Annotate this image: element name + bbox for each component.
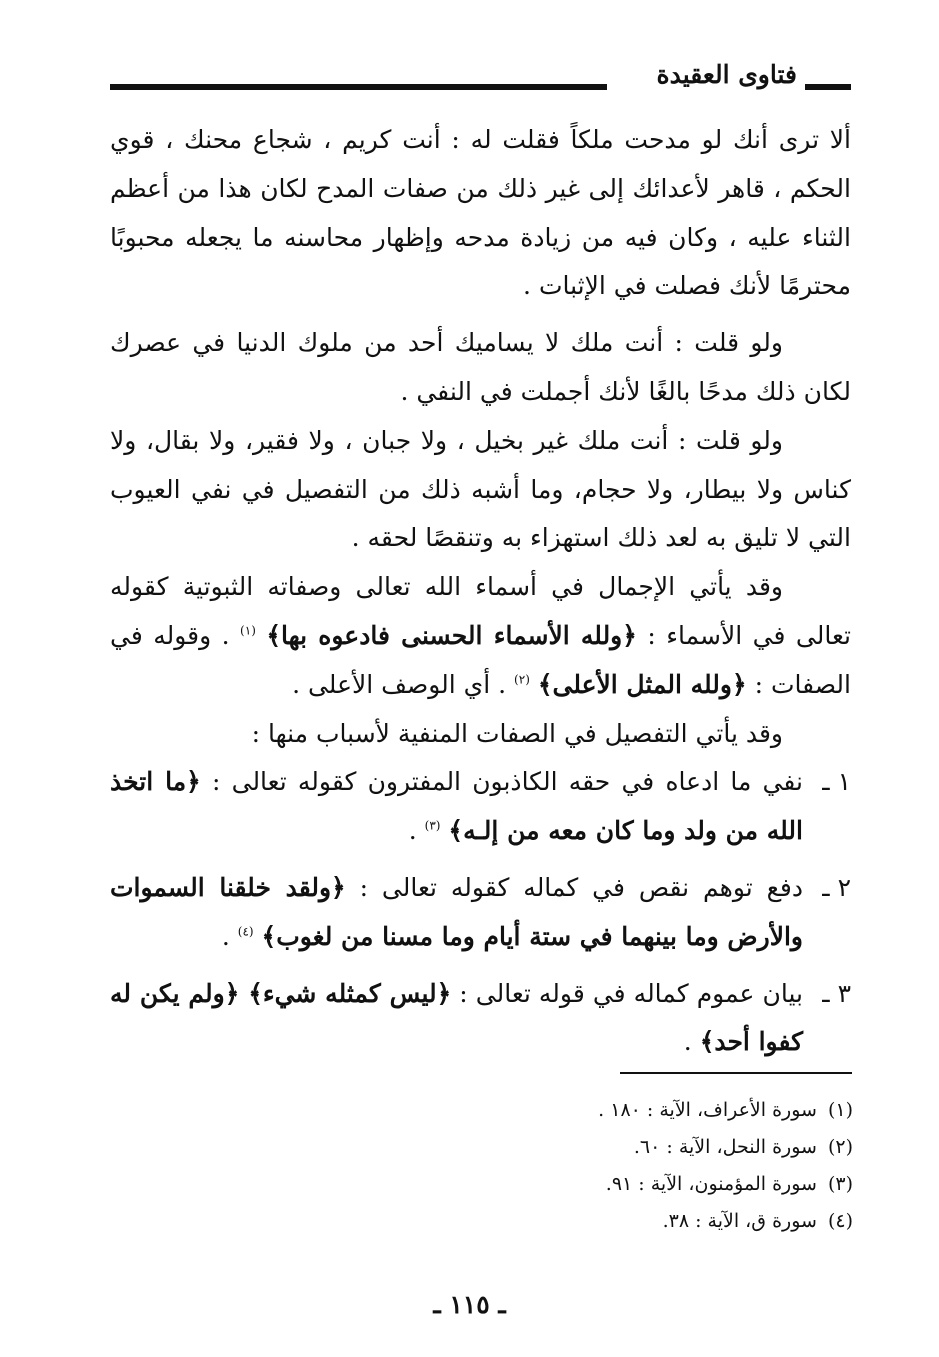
footnote-number: (١) (827, 1099, 853, 1121)
footnote-1 (110, 1092, 853, 1129)
quran-verse-4: ﴿ولقد خلقنا السموات والأرض وما بينهما في ستة أيام وما مسنا من لغوب﴾ (110, 872, 803, 951)
list-item-text (110, 864, 803, 962)
footnote-ref-3: (٣) (424, 818, 441, 833)
running-header (110, 58, 851, 98)
footnote-3 (110, 1166, 853, 1203)
footnotes (110, 1092, 853, 1240)
page-number: ـ ١١٥ ـ (433, 1290, 506, 1319)
list-item-end: . (683, 1027, 700, 1057)
paragraph-4-text-2: . وقوله في الصفات : (110, 620, 851, 699)
footnote-2 (110, 1129, 853, 1166)
footnote-ref-4: (٤) (237, 924, 254, 939)
footnote-ref-1: (١) (240, 623, 256, 638)
header-title: فتاوى العقيدة (656, 60, 797, 89)
header-rule-long (110, 84, 607, 90)
main-text (110, 116, 851, 1067)
list-item-3 (110, 970, 851, 1068)
list-item-text (110, 970, 803, 1068)
paragraph-1: ألا ترى أنك لو مدحت ملكاً فقلت له : أنت كريم ، شجاع محنك ، قوي الحكم ، قاهر لأعدائك إلى غير ذلك من صفات المدح لكان هذا من أعظم الثناء عليه ، وكان فيه من زيادة مدحه وإظهار محاسنه ما يجعله محبوبًا محترمًا لأنك فصلت في الإثبات . (110, 125, 851, 301)
footnote-text: سورة المؤمنون، الآية : ٩١. (605, 1173, 817, 1195)
list-item-lead: بيان عموم كماله في قوله تعالى : (451, 978, 803, 1008)
list-item-number: ١ ـ (822, 767, 851, 797)
list-item-lead: نفي ما ادعاه في حقه الكاذبون المفترون كقوله تعالى : (200, 767, 803, 797)
paragraph-5: وقد يأتي التفصيل في الصفات المنفية لأسباب منها : (251, 718, 783, 748)
footnote-4 (110, 1203, 853, 1240)
quran-verse-3: ﴿ما اتخذ الله من ولد وما كان معه من إلـه﴾ (110, 767, 803, 846)
quran-verse-5: ﴿ليس كمثله شيء﴾ ﴿ولم يكن له كفوا أحد﴾ (110, 978, 803, 1057)
list-item-2 (110, 864, 851, 962)
list-item-1 (110, 758, 851, 856)
header-rule-short (805, 84, 851, 90)
quran-verse-1: ﴿ولله الأسماء الحسنى فادعوه بها﴾ (266, 620, 637, 650)
paragraph-3: ولو قلت : أنت ملك غير بخيل ، ولا جبان ، ولا فقير، ولا بقال، ولا كناس ولا بيطار، ولا حجام، وما أشبه ذلك من التفصيل في نفي العيوب التي لا تليق به لعد ذلك استهزاء به وتنقصًا لحقه . (110, 425, 851, 553)
footnote-ref-2: (٢) (514, 672, 530, 687)
footnote-number: (٢) (827, 1136, 853, 1158)
footnote-separator (620, 1072, 852, 1074)
list-item-end: . (408, 816, 425, 846)
paragraph-4-text-1: وقد يأتي الإجمال في أسماء الله تعالى وصفاته الثبوتية كقوله تعالى في الأسماء : (110, 572, 851, 650)
list-item-number: ٢ ـ (822, 872, 851, 902)
list-item-end: . (221, 921, 238, 951)
list-item-text (110, 758, 803, 856)
paragraph-4-text-3: . أي الوصف الأعلى . (292, 669, 515, 699)
footnote-text: سورة ق، الآية : ٣٨. (662, 1210, 817, 1232)
list-item-lead: دفع توهم نقص في كماله كقوله تعالى : (345, 872, 803, 902)
footnote-text: سورة النحل، الآية : ٦٠. (633, 1136, 817, 1158)
footnote-number: (٤) (827, 1210, 853, 1232)
paragraph-4 (110, 563, 851, 709)
list-item-number: ٣ ـ (822, 978, 851, 1008)
paragraph-2: ولو قلت : أنت ملك لا يساميك أحد من ملوك الدنيا في عصرك لكان ذلك مدحًا بالغًا لأنك أجملت في النفي . (110, 328, 851, 406)
footnote-text: سورة الأعراف، الآية : ١٨٠ . (598, 1099, 817, 1121)
quran-verse-2: ﴿ولله المثل الأعلى﴾ (537, 669, 747, 699)
footnote-number: (٣) (827, 1173, 853, 1195)
